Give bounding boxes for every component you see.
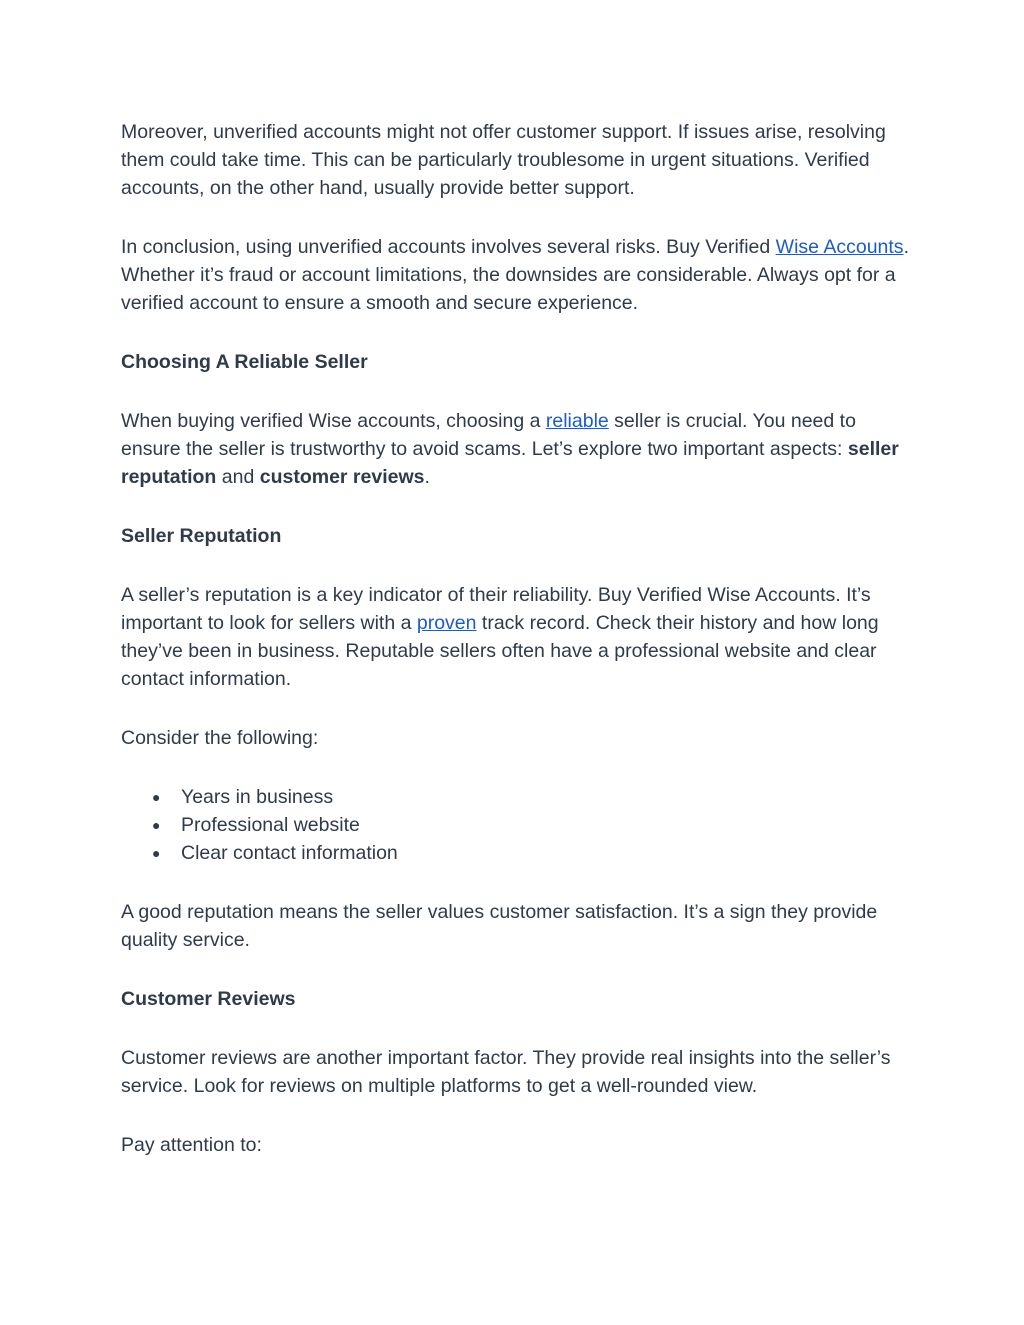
choosing-text-end: . xyxy=(424,466,430,488)
document-page xyxy=(121,118,911,1190)
paragraph-customer-reviews: Customer reviews are another important factor. They provide real insights into the seller’s service. Look for reviews on multiple platforms to get a well-rounded view. xyxy=(121,1047,891,1097)
paragraph-pay-attention: Pay attention to: xyxy=(121,1134,262,1156)
heading-customer-reviews: Customer Reviews xyxy=(121,988,296,1010)
reliable-link[interactable]: reliable xyxy=(545,410,609,432)
customer-reviews-bold: customer reviews xyxy=(259,466,425,488)
bullet-icon: ● xyxy=(152,817,161,833)
choosing-text-and: and xyxy=(216,466,260,488)
bullet-icon: ● xyxy=(152,845,161,861)
paragraph-conclusion xyxy=(121,233,911,317)
heading-seller-reputation: Seller Reputation xyxy=(121,525,282,547)
choosing-text-middle: seller is crucial. You need to ensure the seller is trustworthy to avoid scams. Let’s explore two important aspects: xyxy=(121,410,856,460)
list-item xyxy=(152,811,911,839)
paragraph-good-reputation: A good reputation means the seller values customer satisfaction. It’s a sign they provide quality service. xyxy=(121,901,878,951)
list-item xyxy=(152,783,911,811)
heading-choosing-reliable-seller: Choosing A Reliable Seller xyxy=(121,351,368,373)
list-item xyxy=(152,839,911,867)
wise-accounts-link[interactable]: Wise Accounts xyxy=(775,236,904,258)
proven-link[interactable]: proven xyxy=(416,612,477,634)
list-item-text: Professional website xyxy=(181,814,360,836)
paragraph-seller-reputation xyxy=(121,581,911,693)
paragraph-unverified-support: Moreover, unverified accounts might not offer customer support. If issues arise, resolving them could take time. This can be particularly troublesome in urgent situations. Verified accounts, on the other hand, usually provide better support. xyxy=(121,121,886,199)
choosing-text-before: When buying verified Wise accounts, choosing a xyxy=(121,410,546,432)
bullet-icon: ● xyxy=(152,789,161,805)
paragraph-choosing-seller xyxy=(121,407,911,491)
reputation-text-after: track record. Check their history and how long they’ve been in business. Reputable sellers often have a professional website and clear contact information. xyxy=(121,612,879,690)
list-item-text: Clear contact information xyxy=(181,842,398,864)
conclusion-text-after: . Whether it’s fraud or account limitations, the downsides are considerable. Always opt for a verified account to ensure a smooth and secure experience. xyxy=(121,236,909,314)
reputation-text-before: A seller’s reputation is a key indicator of their reliability. Buy Verified Wise Accounts. It’s important to look for sellers with a xyxy=(121,584,871,634)
list-item-text: Years in business xyxy=(181,786,334,808)
conclusion-text-before: In conclusion, using unverified accounts involves several risks. Buy Verified xyxy=(121,236,776,258)
reputation-list xyxy=(121,783,911,867)
paragraph-consider: Consider the following: xyxy=(121,727,319,749)
seller-reputation-bold: seller reputation xyxy=(121,438,899,488)
